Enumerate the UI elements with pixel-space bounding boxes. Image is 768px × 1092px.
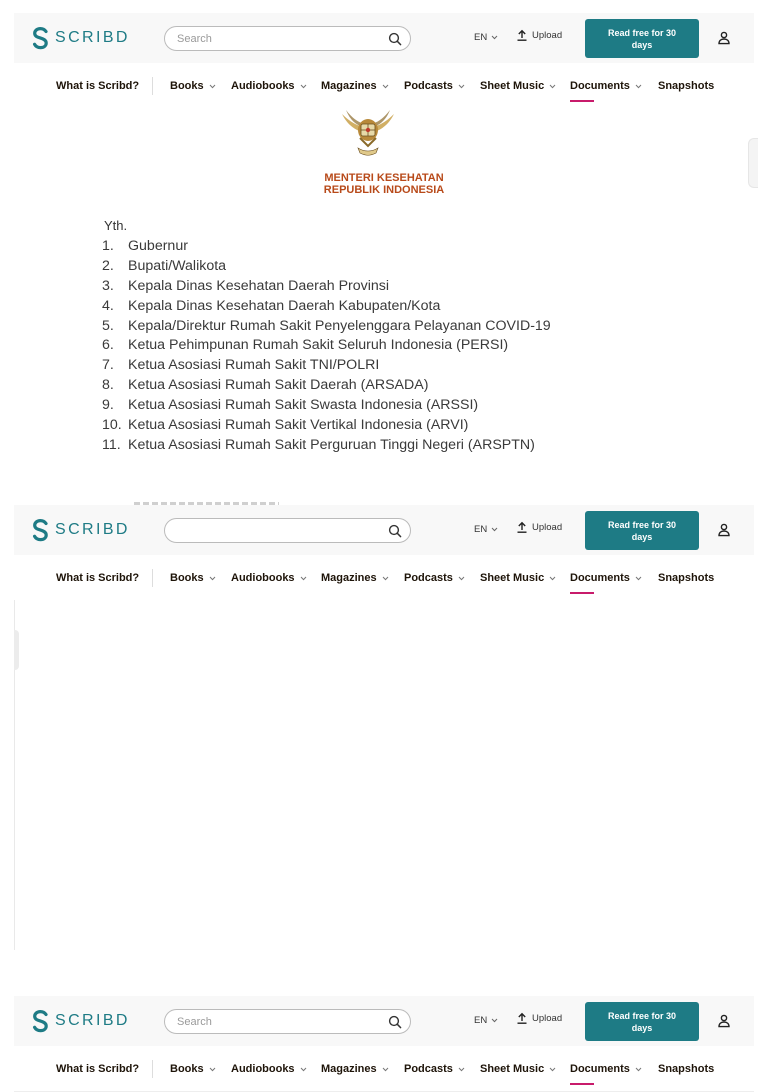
scribd-logo-icon	[32, 519, 49, 541]
scribd-logo[interactable]	[32, 518, 130, 542]
nav-item-label: Snapshots	[658, 572, 715, 584]
chevron-down-icon	[382, 576, 389, 581]
nav-item-label: Documents	[570, 1063, 630, 1075]
nav-item-magazines[interactable]	[321, 1063, 389, 1075]
top-bar	[14, 13, 754, 63]
nav-item-sheet-music[interactable]	[480, 1063, 556, 1075]
recipient-number: 6.	[102, 337, 114, 354]
recipient-item	[102, 238, 551, 258]
chevron-down-icon	[300, 576, 307, 581]
document-page	[14, 108, 754, 456]
nav-item-audiobooks[interactable]	[231, 572, 307, 584]
nav-item-label: Podcasts	[404, 572, 453, 584]
garuda-emblem	[338, 108, 398, 160]
scribd-logo-icon	[32, 1010, 49, 1032]
recipient-text: Ketua Asosiasi Rumah Sakit Daerah (ARSADA)	[128, 377, 429, 394]
language-label: EN	[474, 32, 488, 43]
recipient-text: Ketua Pehimpunan Rumah Sakit Seluruh Indonesia (PERSI)	[128, 337, 509, 354]
nav-item-sheet-music[interactable]	[480, 572, 556, 584]
nav-item-label: Audiobooks	[231, 572, 295, 584]
nav-item-snapshots[interactable]	[658, 1063, 714, 1075]
recipient-item	[102, 278, 551, 298]
nav-item-label: Snapshots	[658, 80, 715, 92]
read-free-button[interactable]: Read free for 30 days	[585, 511, 699, 550]
nav-item-podcasts[interactable]	[404, 1063, 465, 1075]
top-bar	[14, 996, 754, 1046]
nav-item-snapshots[interactable]	[658, 80, 714, 92]
nav-item-label: What is Scribd?	[56, 572, 140, 584]
recipient-number: 11.	[102, 436, 121, 453]
nav-item-magazines[interactable]	[321, 80, 389, 92]
recipient-text: Kepala Dinas Kesehatan Daerah Kabupaten/Kota	[128, 297, 441, 314]
search-box[interactable]	[164, 1009, 411, 1034]
chevron-down-icon	[491, 35, 498, 40]
chevron-down-icon	[458, 1067, 465, 1072]
chevron-down-icon	[549, 84, 556, 89]
recipient-item	[102, 298, 551, 318]
search-input[interactable]	[177, 1014, 377, 1030]
nav-item-sheet-music[interactable]	[480, 80, 556, 92]
search-input[interactable]	[177, 31, 377, 47]
logo-text: SCRIBD	[55, 29, 130, 46]
language-selector[interactable]	[474, 1015, 498, 1026]
recipient-item	[102, 377, 551, 397]
recipient-item	[102, 318, 551, 338]
nav-item-label: Magazines	[321, 1063, 377, 1075]
search-box[interactable]	[164, 518, 411, 543]
recipient-text: Ketua Asosiasi Rumah Sakit Vertikal Indonesia (ARVI)	[128, 417, 469, 434]
recipient-number: 1.	[102, 238, 114, 254]
chevron-down-icon	[635, 1067, 642, 1072]
search-input[interactable]	[177, 523, 377, 539]
site-header	[14, 505, 754, 601]
category-nav	[14, 555, 754, 601]
chevron-down-icon	[209, 84, 216, 89]
nav-item-label: Podcasts	[404, 1063, 453, 1075]
chevron-down-icon	[382, 1067, 389, 1072]
recipient-number: 4.	[102, 297, 114, 314]
recipient-item	[102, 397, 551, 417]
chevron-down-icon	[491, 1018, 498, 1023]
recipient-text: Ketua Asosiasi Rumah Sakit Perguruan Tinggi Negeri (ARSPTN)	[128, 436, 535, 453]
nav-item-what-is-scribd[interactable]	[56, 572, 139, 584]
upload-label: Upload	[532, 1013, 563, 1024]
nav-active-indicator	[570, 100, 594, 102]
nav-item-documents[interactable]	[570, 572, 642, 584]
user-icon[interactable]	[717, 523, 731, 537]
search-box[interactable]	[164, 26, 411, 51]
recipient-number: 5.	[102, 317, 114, 334]
nav-item-label: Audiobooks	[231, 80, 295, 92]
recipient-number: 10.	[102, 417, 122, 434]
search-icon[interactable]	[388, 524, 402, 538]
nav-item-label: Sheet Music	[480, 80, 545, 92]
upload-label: Upload	[532, 30, 563, 41]
recipient-number: 9.	[102, 397, 114, 414]
nav-item-label: Documents	[570, 80, 630, 92]
upload-button[interactable]	[517, 30, 562, 41]
chevron-down-icon	[549, 576, 556, 581]
nav-item-books[interactable]	[170, 1063, 216, 1075]
recipient-item	[102, 337, 551, 357]
recipient-number: 8.	[102, 377, 114, 394]
search-icon[interactable]	[388, 32, 402, 46]
recipient-text: Ketua Asosiasi Rumah Sakit TNI/POLRI	[128, 357, 380, 374]
letterhead-line-1: MENTERI KESEHATAN	[324, 172, 444, 184]
recipient-number: 2.	[102, 257, 114, 274]
nav-item-audiobooks[interactable]	[231, 1063, 307, 1075]
nav-divider	[152, 569, 153, 587]
recipient-text: Gubernur	[128, 238, 188, 254]
language-selector[interactable]	[474, 524, 498, 535]
recipient-item	[102, 258, 551, 278]
nav-item-label: What is Scribd?	[56, 1063, 140, 1075]
upload-icon	[517, 1013, 527, 1024]
chevron-down-icon	[635, 84, 642, 89]
chevron-down-icon	[300, 84, 307, 89]
nav-item-documents[interactable]	[570, 1063, 642, 1075]
letterhead-line-2: REPUBLIK INDONESIA	[323, 184, 445, 196]
nav-item-audiobooks[interactable]	[231, 80, 307, 92]
upload-button[interactable]	[517, 522, 562, 533]
nav-item-label: Documents	[570, 572, 630, 584]
nav-item-label: Books	[170, 80, 204, 92]
site-header	[14, 13, 754, 109]
scribd-logo[interactable]	[32, 1009, 130, 1033]
recipient-text: Ketua Asosiasi Rumah Sakit Swasta Indonesia (ARSSI)	[128, 397, 479, 414]
nav-active-indicator	[570, 592, 594, 594]
recipient-number: 7.	[102, 357, 114, 374]
category-nav	[14, 63, 754, 109]
language-label: EN	[474, 1015, 488, 1026]
nav-item-label: Sheet Music	[480, 1063, 545, 1075]
read-free-button[interactable]: Read free for 30 days	[585, 19, 699, 58]
language-label: EN	[474, 524, 488, 535]
nav-item-label: What is Scribd?	[56, 80, 140, 92]
nav-item-label: Magazines	[321, 572, 377, 584]
top-bar	[14, 505, 754, 555]
chevron-down-icon	[458, 576, 465, 581]
chevron-down-icon	[458, 84, 465, 89]
category-nav	[14, 1046, 754, 1092]
read-free-button[interactable]: Read free for 30 days	[585, 1002, 699, 1041]
user-icon[interactable]	[717, 31, 731, 45]
chevron-down-icon	[549, 1067, 556, 1072]
nav-item-label: Magazines	[321, 80, 377, 92]
chevron-down-icon	[635, 576, 642, 581]
upload-button[interactable]	[517, 1013, 562, 1024]
nav-item-label: Books	[170, 572, 204, 584]
nav-item-label: Sheet Music	[480, 572, 545, 584]
logo-text: SCRIBD	[55, 521, 130, 538]
nav-item-magazines[interactable]	[321, 572, 389, 584]
nav-item-documents[interactable]	[570, 80, 642, 92]
recipient-text: Kepala/Direktur Rumah Sakit Penyelenggara Pelayanan COVID-19	[128, 317, 551, 334]
side-panel-tab[interactable]	[748, 138, 758, 188]
scribd-logo[interactable]	[32, 26, 130, 50]
nav-divider	[152, 77, 153, 95]
recipient-text: Bupati/Walikota	[128, 257, 227, 274]
user-icon[interactable]	[717, 1014, 731, 1028]
greeting: Yth.	[104, 218, 128, 233]
upload-icon	[517, 522, 527, 533]
recipient-list	[102, 238, 551, 457]
nav-item-label: Snapshots	[658, 1063, 715, 1075]
nav-divider	[152, 1060, 153, 1078]
recipient-number: 3.	[102, 277, 114, 294]
recipient-text: Kepala Dinas Kesehatan Daerah Provinsi	[128, 277, 390, 294]
language-selector[interactable]	[474, 32, 498, 43]
nav-item-books[interactable]	[170, 80, 216, 92]
chevron-down-icon	[300, 1067, 307, 1072]
chevron-down-icon	[382, 84, 389, 89]
chevron-down-icon	[209, 576, 216, 581]
letterhead	[14, 172, 754, 196]
nav-item-books[interactable]	[170, 572, 216, 584]
chevron-down-icon	[491, 527, 498, 532]
upload-icon	[517, 30, 527, 41]
nav-item-label: Audiobooks	[231, 1063, 295, 1075]
recipient-item	[102, 357, 551, 377]
nav-active-indicator	[570, 1083, 594, 1085]
logo-text: SCRIBD	[55, 1012, 130, 1029]
nav-item-label: Podcasts	[404, 80, 453, 92]
scribd-logo-icon	[32, 27, 49, 49]
nav-item-label: Books	[170, 1063, 204, 1075]
nav-item-what-is-scribd[interactable]	[56, 80, 139, 92]
nav-item-podcasts[interactable]	[404, 572, 465, 584]
side-panel-tab[interactable]	[14, 630, 19, 670]
document-page-blank	[14, 600, 754, 950]
recipient-item	[102, 437, 551, 457]
search-icon[interactable]	[388, 1015, 402, 1029]
nav-item-what-is-scribd[interactable]	[56, 1063, 139, 1075]
nav-item-snapshots[interactable]	[658, 572, 714, 584]
recipient-item	[102, 417, 551, 437]
upload-label: Upload	[532, 522, 563, 533]
nav-item-podcasts[interactable]	[404, 80, 465, 92]
chevron-down-icon	[209, 1067, 216, 1072]
site-header	[14, 996, 754, 1092]
